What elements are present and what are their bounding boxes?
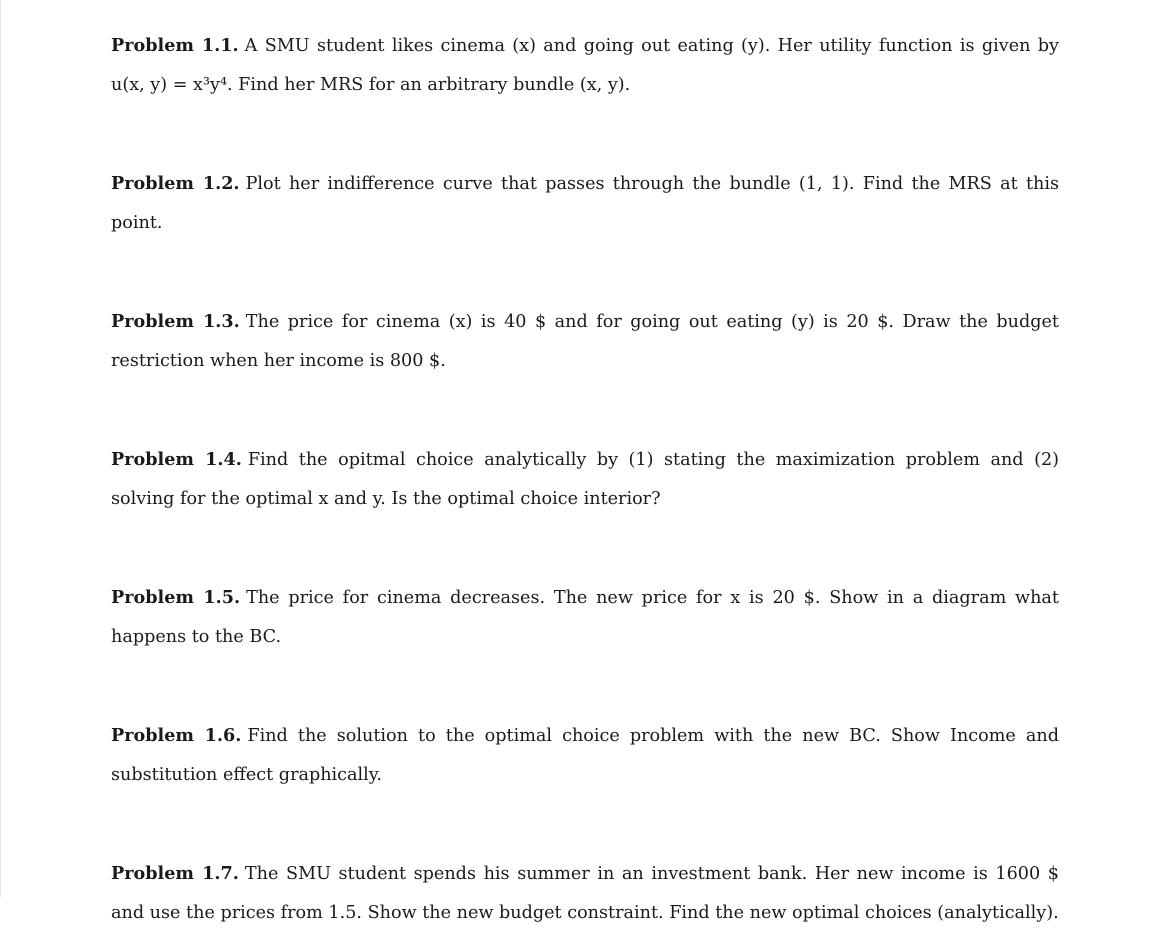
problem-1-7 <box>111 854 1059 933</box>
problem-label: Problem 1.2. <box>111 173 240 194</box>
problem-label: Problem 1.1. <box>111 35 239 56</box>
problem-text: The price for cinema (x) is 40 $ and for going out eating (y) is 20 $. Draw the budget restriction when her income is 800 $. <box>111 312 1059 371</box>
problem-label: Problem 1.6. <box>111 725 242 746</box>
problem-text: Find the solution to the optimal choice problem with the new BC. Show Income and substitution effect graphically. <box>111 726 1059 785</box>
problem-1-3 <box>111 302 1059 381</box>
problem-1-6 <box>111 716 1059 795</box>
problem-sheet <box>111 26 1059 933</box>
page-left-edge <box>0 0 1 897</box>
problem-text: The price for cinema decreases. The new price for x is 20 $. Show in a diagram what happens to the BC. <box>111 588 1059 647</box>
problem-1-4 <box>111 440 1059 519</box>
problem-1-5 <box>111 578 1059 657</box>
problem-text: Plot her indifference curve that passes through the bundle (1, 1). Find the MRS at this point. <box>111 174 1059 233</box>
problem-1-2 <box>111 164 1059 243</box>
problem-label: Problem 1.5. <box>111 587 241 608</box>
problem-text: A SMU student likes cinema (x) and going out eating (y). Her utility function is given by u(x, y) = x³y⁴. Find her MRS for an arbitrary bundle (x, y). <box>111 36 1059 95</box>
problem-text: The SMU student spends his summer in an investment bank. Her new income is 1600 $ and use the prices from 1.5. Show the new budget constraint. Find the new optimal choices (analytically). <box>111 864 1059 923</box>
problem-label: Problem 1.3. <box>111 311 240 332</box>
problem-label: Problem 1.4. <box>111 449 242 470</box>
problem-1-1 <box>111 26 1059 105</box>
problem-label: Problem 1.7. <box>111 863 239 884</box>
problem-text: Find the opitmal choice analytically by (1) stating the maximization problem and (2) solving for the optimal x and y. Is the optimal choice interior? <box>111 450 1059 509</box>
